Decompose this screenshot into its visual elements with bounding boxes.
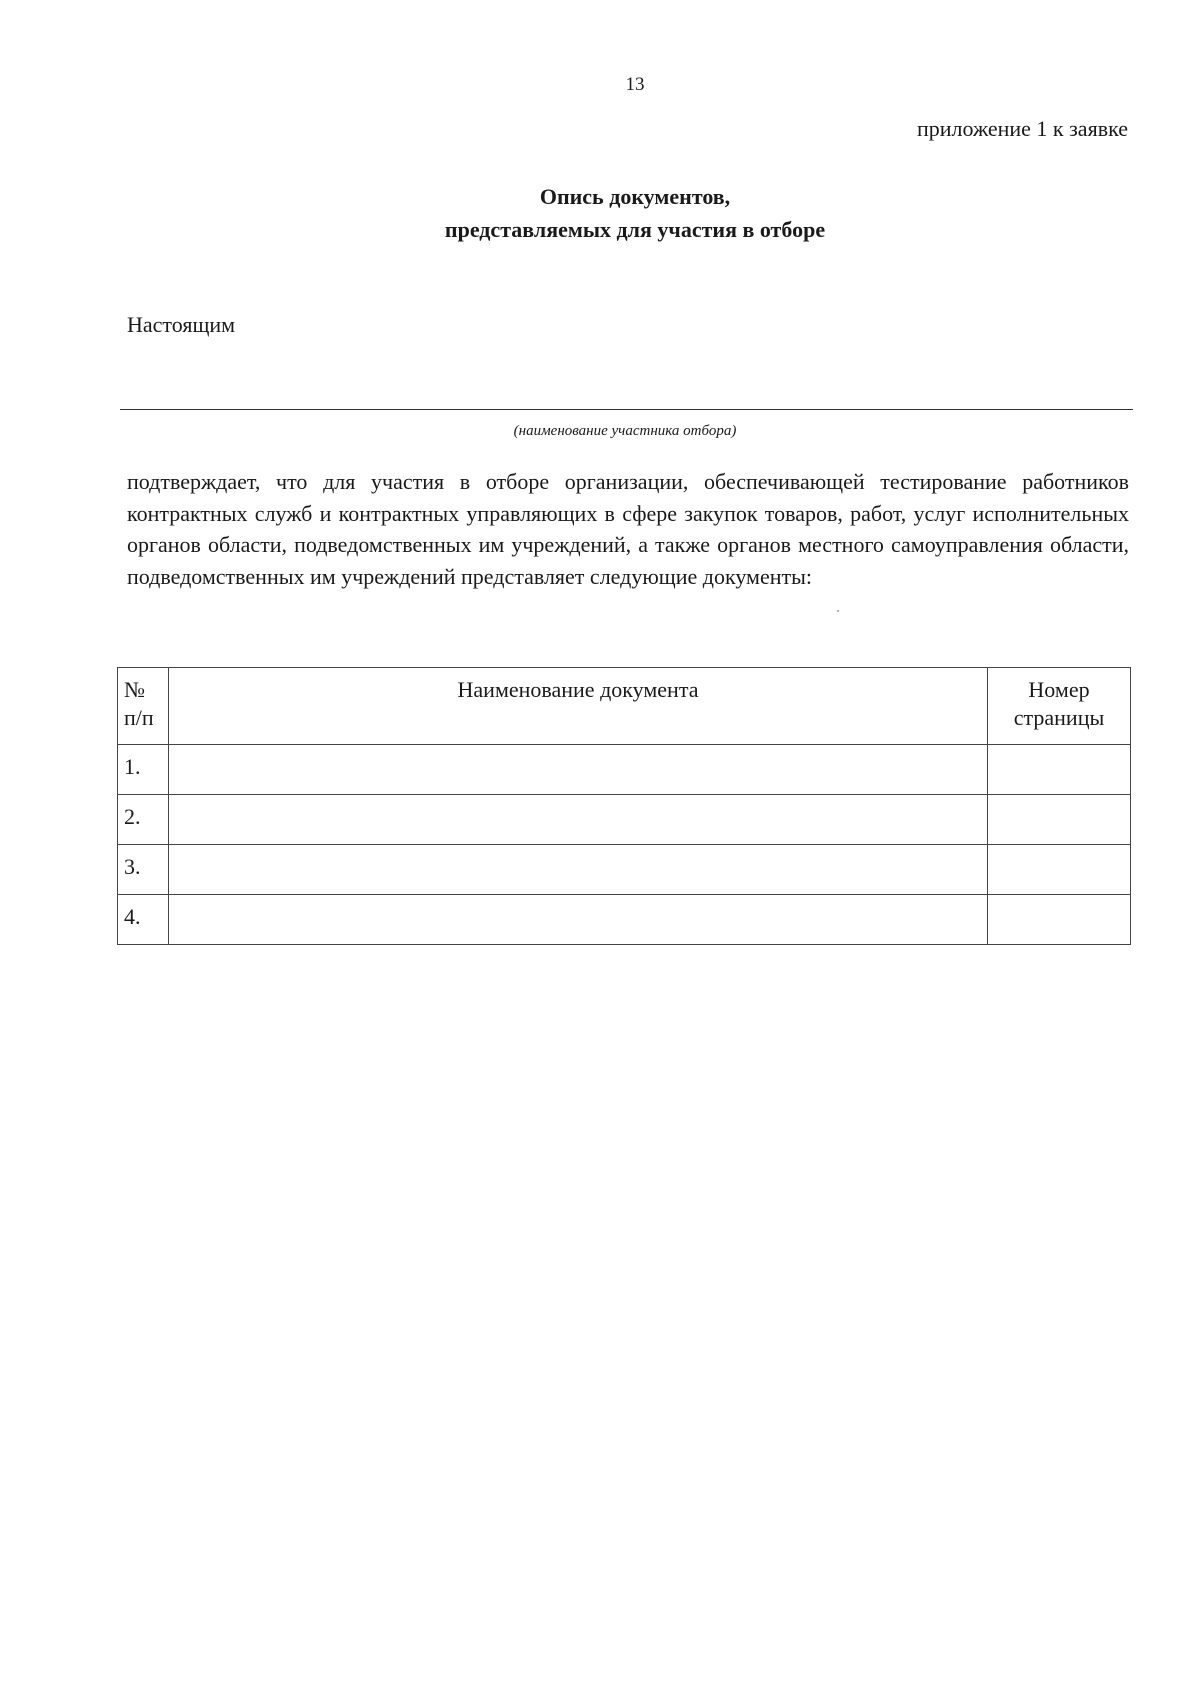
table-row (118, 745, 1131, 795)
row-page-number (988, 745, 1131, 795)
table-row (118, 895, 1131, 945)
row-document-name (169, 795, 988, 845)
row-number: 4. (118, 895, 169, 945)
title-line-2: представляемых для участия в отборе (444, 217, 826, 242)
intro-word: Настоящим (127, 312, 236, 337)
row-page-number (988, 795, 1131, 845)
body-paragraph: подтверждает, что для участия в отборе организации, обеспечивающей тестирование работников контрактных служб и контрактных управляющих в сфере закупок товаров, работ, услуг исполнительных органов области, подведомственных им учреждений, а также органов местного самоуправления области, подведомственных им учреждений представляет следующие документы: (127, 469, 1129, 589)
row-document-name (169, 895, 988, 945)
page-number: 13 (625, 74, 645, 95)
row-document-name (169, 745, 988, 795)
title-line-1: Опись документов, (539, 184, 731, 209)
table-row (118, 845, 1131, 895)
table-header-row (118, 668, 1131, 745)
documents-table (117, 667, 1131, 945)
row-number: 1. (118, 745, 169, 795)
row-document-name (169, 845, 988, 895)
row-number: 3. (118, 845, 169, 895)
document-title (0, 180, 1200, 246)
scan-speck (837, 610, 839, 612)
appendix-label: приложение 1 к заявке (916, 116, 1128, 141)
participant-name-caption: (наименование участника отбора) (513, 423, 737, 439)
row-page-number (988, 895, 1131, 945)
participant-name-line (120, 409, 1133, 410)
row-page-number (988, 845, 1131, 895)
header-document-name: Наименование документа (169, 668, 988, 745)
table-row (118, 795, 1131, 845)
header-number: № п/п (118, 668, 169, 745)
header-page-number: Номер страницы (988, 668, 1131, 745)
row-number: 2. (118, 795, 169, 845)
